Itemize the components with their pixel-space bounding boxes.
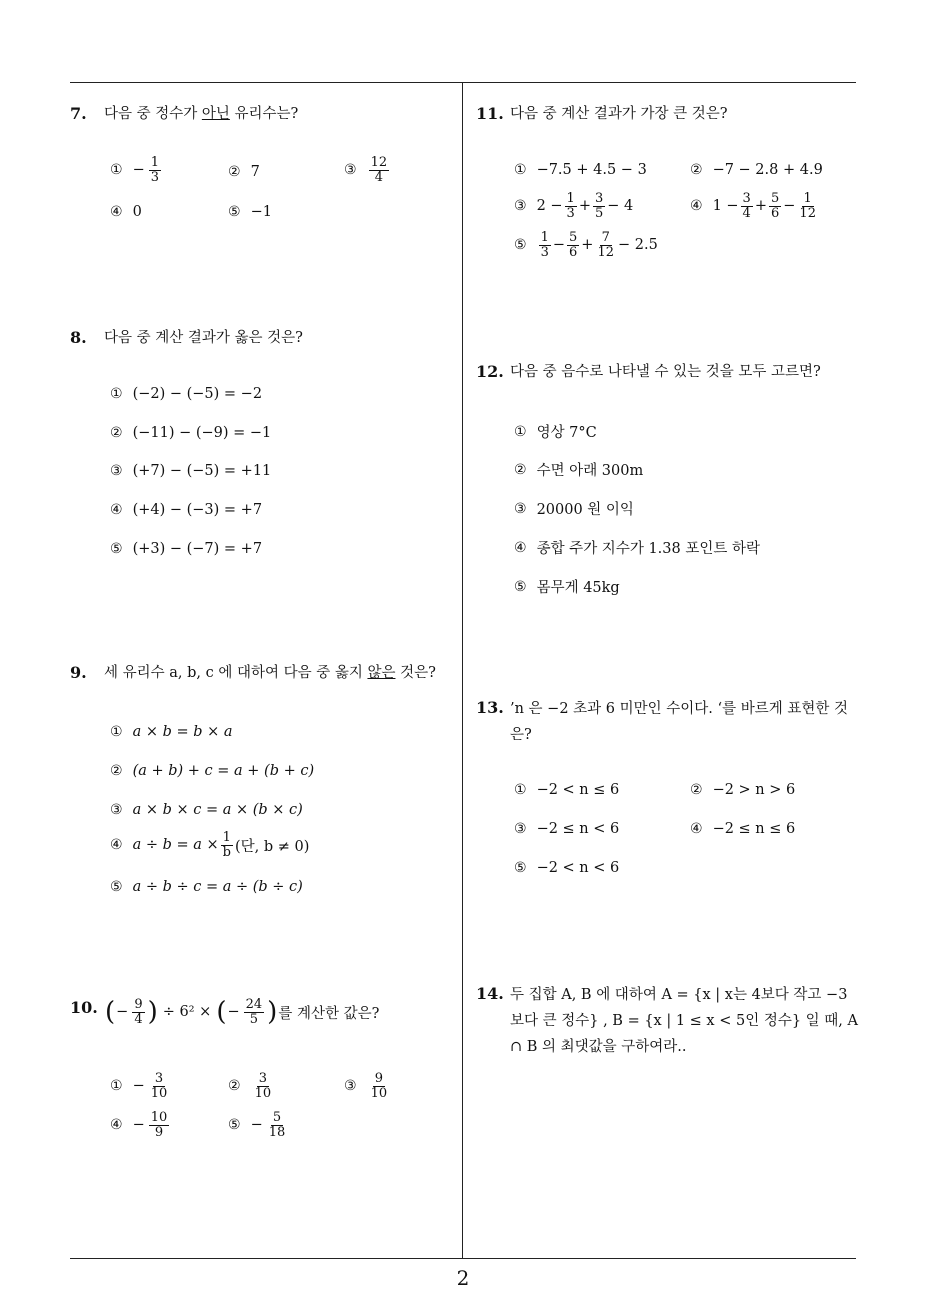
bottom-rule	[70, 1258, 856, 1259]
fraction: $\frac{24}{5}$	[245, 997, 263, 1027]
question-number: 10.	[70, 998, 98, 1017]
question-8	[70, 326, 450, 350]
q13-option-2[interactable]: ② −2 > n > 6	[690, 782, 796, 798]
q8-option-5[interactable]: ⑤ (+3) − (−7) = +7	[110, 541, 263, 557]
question-text: 다음 중 계산 결과가 가장 큰 것은?	[510, 106, 728, 122]
q13-option-3[interactable]: ③ −2 ≤ n < 6	[514, 821, 620, 837]
fraction: $\frac{9}{4}$	[134, 997, 143, 1027]
q7-option-4[interactable]: ④ 0	[110, 204, 142, 220]
q12-option-5[interactable]: ⑤ 몸무게 45kg	[514, 578, 620, 596]
q10-option-1[interactable]: ① − $\frac{3}{10}$	[110, 1071, 168, 1101]
question-11	[476, 102, 856, 126]
q10-option-4[interactable]: ④ − $\frac{10}{9}$	[110, 1110, 168, 1140]
q7-option-1[interactable]: ① − $\frac{1}{3}$	[110, 155, 159, 185]
q11-option-1[interactable]: ① −7.5 + 4.5 − 3	[514, 162, 647, 178]
q7-option-2[interactable]: ② 7	[228, 164, 260, 180]
question-number: 12.	[476, 362, 504, 381]
q8-option-4[interactable]: ④ (+4) − (−3) = +7	[110, 502, 263, 518]
q13-option-5[interactable]: ⑤ −2 < n < 6	[514, 860, 620, 876]
q7-option-5[interactable]: ⑤ −1	[228, 204, 272, 220]
page-number: 2	[456, 1266, 470, 1290]
emphasis-underline: 않은	[367, 665, 396, 681]
question-13	[476, 696, 860, 748]
top-rule	[70, 82, 856, 83]
question-number: 13.	[476, 698, 504, 717]
question-text: 를 계산한 값은?	[278, 1005, 380, 1022]
q8-option-1[interactable]: ① (−2) − (−5) = −2	[110, 386, 263, 402]
q12-option-2[interactable]: ② 수면 아래 300m	[514, 461, 644, 479]
question-text: ’n 은 −2 초과 6 미만인 수이다. ‘를 바르게 표현한 것 은?	[510, 701, 848, 743]
q11-option-2[interactable]: ② −7 − 2.8 + 4.9	[690, 162, 823, 178]
question-number: 14.	[476, 984, 504, 1003]
question-7	[70, 102, 450, 126]
q8-option-2[interactable]: ② (−11) − (−9) = −1	[110, 425, 272, 441]
question-number: 11.	[476, 104, 504, 123]
q10-option-5[interactable]: ⑤ − $\frac{5}{18}$	[228, 1110, 286, 1140]
column-divider	[462, 83, 463, 1259]
q9-option-3[interactable]: ③ a × b × c = a × (b × c)	[110, 802, 303, 818]
q9-option-4[interactable]: ④ a ÷ b = a × $\frac{1}{b}$ (단, b ≠ 0)	[110, 830, 310, 860]
question-text: 다음 중 계산 결과가 옳은 것은?	[104, 330, 303, 346]
fraction: $\frac{1}{3}$	[150, 155, 159, 185]
question-text: 다음 중 음수로 나타낼 수 있는 것을 모두 고르면?	[510, 364, 821, 380]
question-9	[70, 661, 455, 685]
question-text: 세 유리수 a, b, c 에 대하여 다음 중 옳지 않은 것은?	[104, 665, 436, 681]
question-number: 7.	[70, 104, 87, 123]
q13-option-1[interactable]: ① −2 < n ≤ 6	[514, 782, 620, 798]
q12-option-4[interactable]: ④ 종합 주가 지수가 1.38 포인트 하락	[514, 539, 760, 557]
question-14	[476, 982, 860, 1060]
q9-option-5[interactable]: ⑤ a ÷ b ÷ c = a ÷ (b ÷ c)	[110, 879, 303, 895]
q9-option-2[interactable]: ② (a + b) + c = a + (b + c)	[110, 763, 315, 779]
q7-option-3[interactable]: ③ $\frac{12}{4}$	[344, 155, 388, 185]
fraction: $\frac{1}{b}$	[222, 830, 231, 860]
q13-option-4[interactable]: ④ −2 ≤ n ≤ 6	[690, 821, 796, 837]
q12-option-1[interactable]: ① 영상 7°C	[514, 423, 597, 441]
question-12	[476, 360, 856, 384]
question-10: 10. ( − $\frac{9}{4}$ ) ÷ 6² × ( − $\frac{24}{5}$ ) 를 계산한 값은?	[70, 997, 380, 1028]
q10-option-2[interactable]: ② $\frac{3}{10}$	[228, 1071, 272, 1101]
q8-option-3[interactable]: ③ (+7) − (−5) = +11	[110, 463, 272, 479]
question-number: 9.	[70, 663, 87, 682]
q11-option-5[interactable]: ⑤ $\frac{1}{3}$ − $\frac{5}{6}$ + $\frac{7}{12}$ − 2.5	[514, 230, 658, 260]
q12-option-3[interactable]: ③ 20000 원 이익	[514, 500, 634, 518]
question-text: 다음 중 정수가 아닌 유리수는?	[104, 106, 299, 122]
q9-option-1[interactable]: ① a × b = b × a	[110, 724, 233, 740]
q11-option-3[interactable]: ③ 2 − $\frac{1}{3}$ + $\frac{3}{5}$ − 4	[514, 191, 634, 221]
question-number: 8.	[70, 328, 87, 347]
question-text: 두 집합 A, B 에 대하여 A = {x | x는 4보다 작고 −3보다 큰 정수} , B = {x | 1 ≤ x < 5인 정수} 일 때, A ∩ B 의 최댓값을 구하여라..	[510, 987, 858, 1055]
q10-option-3[interactable]: ③ $\frac{9}{10}$	[344, 1071, 388, 1101]
q11-option-4[interactable]: ④ 1 − $\frac{3}{4}$ + $\frac{5}{6}$ − $\frac{1}{12}$	[690, 191, 816, 221]
emphasis-underline: 아닌	[201, 106, 230, 122]
fraction: $\frac{12}{4}$	[370, 155, 388, 185]
